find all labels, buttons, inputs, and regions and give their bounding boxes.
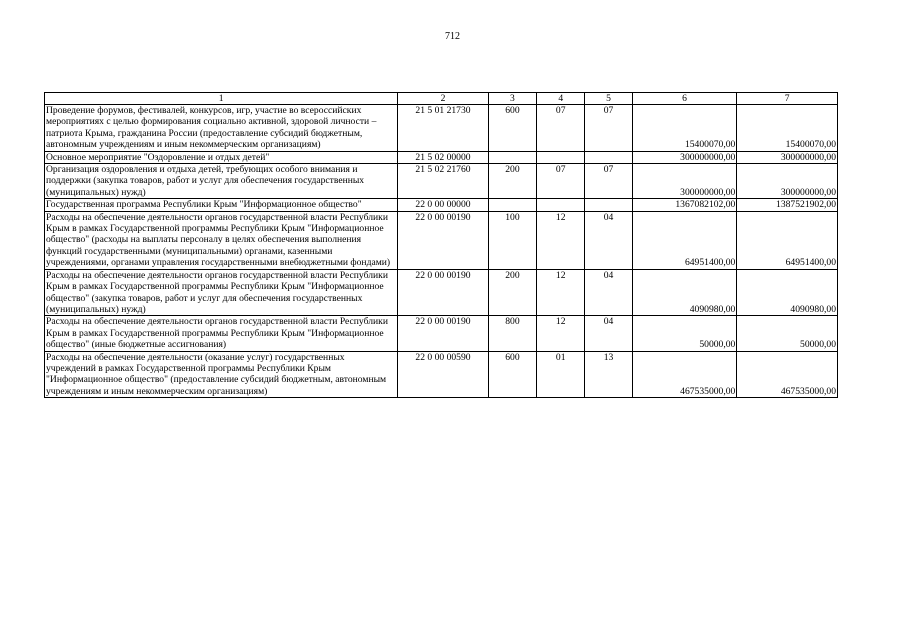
target-article-code: 21 5 01 21730 xyxy=(398,105,489,152)
subsection-code: 07 xyxy=(585,164,632,199)
target-article-code: 21 5 02 00000 xyxy=(398,151,489,163)
amount-year-1: 50000,00 xyxy=(632,316,737,351)
table-row xyxy=(45,316,838,351)
expense-type-code: 200 xyxy=(488,269,536,316)
target-article-code: 22 0 00 00190 xyxy=(398,211,489,269)
column-header: 2 xyxy=(398,93,489,105)
target-article-code: 21 5 02 21760 xyxy=(398,164,489,199)
section-code: 12 xyxy=(537,316,585,351)
subsection-code: 04 xyxy=(585,316,632,351)
table-row xyxy=(45,269,838,316)
amount-year-2: 300000000,00 xyxy=(737,151,838,163)
column-header: 7 xyxy=(737,93,838,105)
subsection-code: 07 xyxy=(585,105,632,152)
amount-year-1: 4090980,00 xyxy=(632,269,737,316)
subsection-code: 04 xyxy=(585,211,632,269)
target-article-code: 22 0 00 00190 xyxy=(398,269,489,316)
expense-type-code: 600 xyxy=(488,351,536,398)
table-row xyxy=(45,211,838,269)
amount-year-2: 50000,00 xyxy=(737,316,838,351)
budget-table xyxy=(44,92,838,398)
section-code: 12 xyxy=(537,211,585,269)
expense-type-code: 100 xyxy=(488,211,536,269)
amount-year-1: 467535000,00 xyxy=(632,351,737,398)
target-article-code: 22 0 00 00000 xyxy=(398,199,489,211)
row-name: Государственная программа Республики Крым "Информационное общество" xyxy=(45,199,398,211)
row-name: Расходы на обеспечение деятельности органов государственной власти Республики Крым в рамках Государственной программы Республики Крым "Информационное общество" (расходы на выплаты персоналу в целях обеспечения выполнения функций государственными (муниципальными) органами, казенными учреждениями, органами управления государственными внебюджетными фондами) xyxy=(45,211,398,269)
subsection-code: 04 xyxy=(585,269,632,316)
section-code: 12 xyxy=(537,269,585,316)
column-header: 3 xyxy=(488,93,536,105)
amount-year-2: 15400070,00 xyxy=(737,105,838,152)
amount-year-1: 1367082102,00 xyxy=(632,199,737,211)
amount-year-1: 64951400,00 xyxy=(632,211,737,269)
amount-year-2: 4090980,00 xyxy=(737,269,838,316)
target-article-code: 22 0 00 00590 xyxy=(398,351,489,398)
amount-year-2: 1387521902,00 xyxy=(737,199,838,211)
expense-type-code: 800 xyxy=(488,316,536,351)
row-name: Организация оздоровления и отдыха детей, требующих особого внимания и поддержки (закупка товаров, работ и услуг для обеспечения государственных (муниципальных) нужд) xyxy=(45,164,398,199)
section-code xyxy=(537,199,585,211)
row-name: Проведение форумов, фестивалей, конкурсов, игр, участие во всероссийских мероприятиях с целью формирования социально активной, здоровой личности – патриота Крыма, гражданина России (предоставление субсидий бюджетным, автономным учреждениям и иным некоммерческим организациям) xyxy=(45,105,398,152)
expense-type-code: 200 xyxy=(488,164,536,199)
section-code: 07 xyxy=(537,164,585,199)
row-name: Расходы на обеспечение деятельности (оказание услуг) государственных учреждений в рамках Государственной программы Республики Крым "Информационное общество" (предоставление субсидий бюджетным, автономным учреждениям и иным некоммерческим организациям) xyxy=(45,351,398,398)
subsection-code xyxy=(585,151,632,163)
table-row xyxy=(45,151,838,163)
table-row xyxy=(45,105,838,152)
section-code: 07 xyxy=(537,105,585,152)
amount-year-2: 467535000,00 xyxy=(737,351,838,398)
expense-type-code: 600 xyxy=(488,105,536,152)
section-code: 01 xyxy=(537,351,585,398)
column-header: 1 xyxy=(45,93,398,105)
row-name: Расходы на обеспечение деятельности органов государственной власти Республики Крым в рамках Государственной программы Республики Крым "Информационное общество" (иные бюджетные ассигнования) xyxy=(45,316,398,351)
page-number: 712 xyxy=(445,31,460,42)
table-row xyxy=(45,199,838,211)
subsection-code xyxy=(585,199,632,211)
expense-type-code xyxy=(488,199,536,211)
row-name: Расходы на обеспечение деятельности органов государственной власти Республики Крым в рамках Государственной программы Республики Крым "Информационное общество" (закупка товаров, работ и услуг для обеспечения государственных (муниципальных) нужд) xyxy=(45,269,398,316)
column-header: 5 xyxy=(585,93,632,105)
column-header: 6 xyxy=(632,93,737,105)
table-header-row xyxy=(45,93,838,105)
amount-year-1: 300000000,00 xyxy=(632,164,737,199)
table-row xyxy=(45,164,838,199)
expense-type-code xyxy=(488,151,536,163)
subsection-code: 13 xyxy=(585,351,632,398)
table-row xyxy=(45,351,838,398)
amount-year-1: 15400070,00 xyxy=(632,105,737,152)
column-header: 4 xyxy=(537,93,585,105)
section-code xyxy=(537,151,585,163)
amount-year-2: 300000000,00 xyxy=(737,164,838,199)
amount-year-1: 300000000,00 xyxy=(632,151,737,163)
row-name: Основное мероприятие "Оздоровление и отдых детей" xyxy=(45,151,398,163)
target-article-code: 22 0 00 00190 xyxy=(398,316,489,351)
amount-year-2: 64951400,00 xyxy=(737,211,838,269)
